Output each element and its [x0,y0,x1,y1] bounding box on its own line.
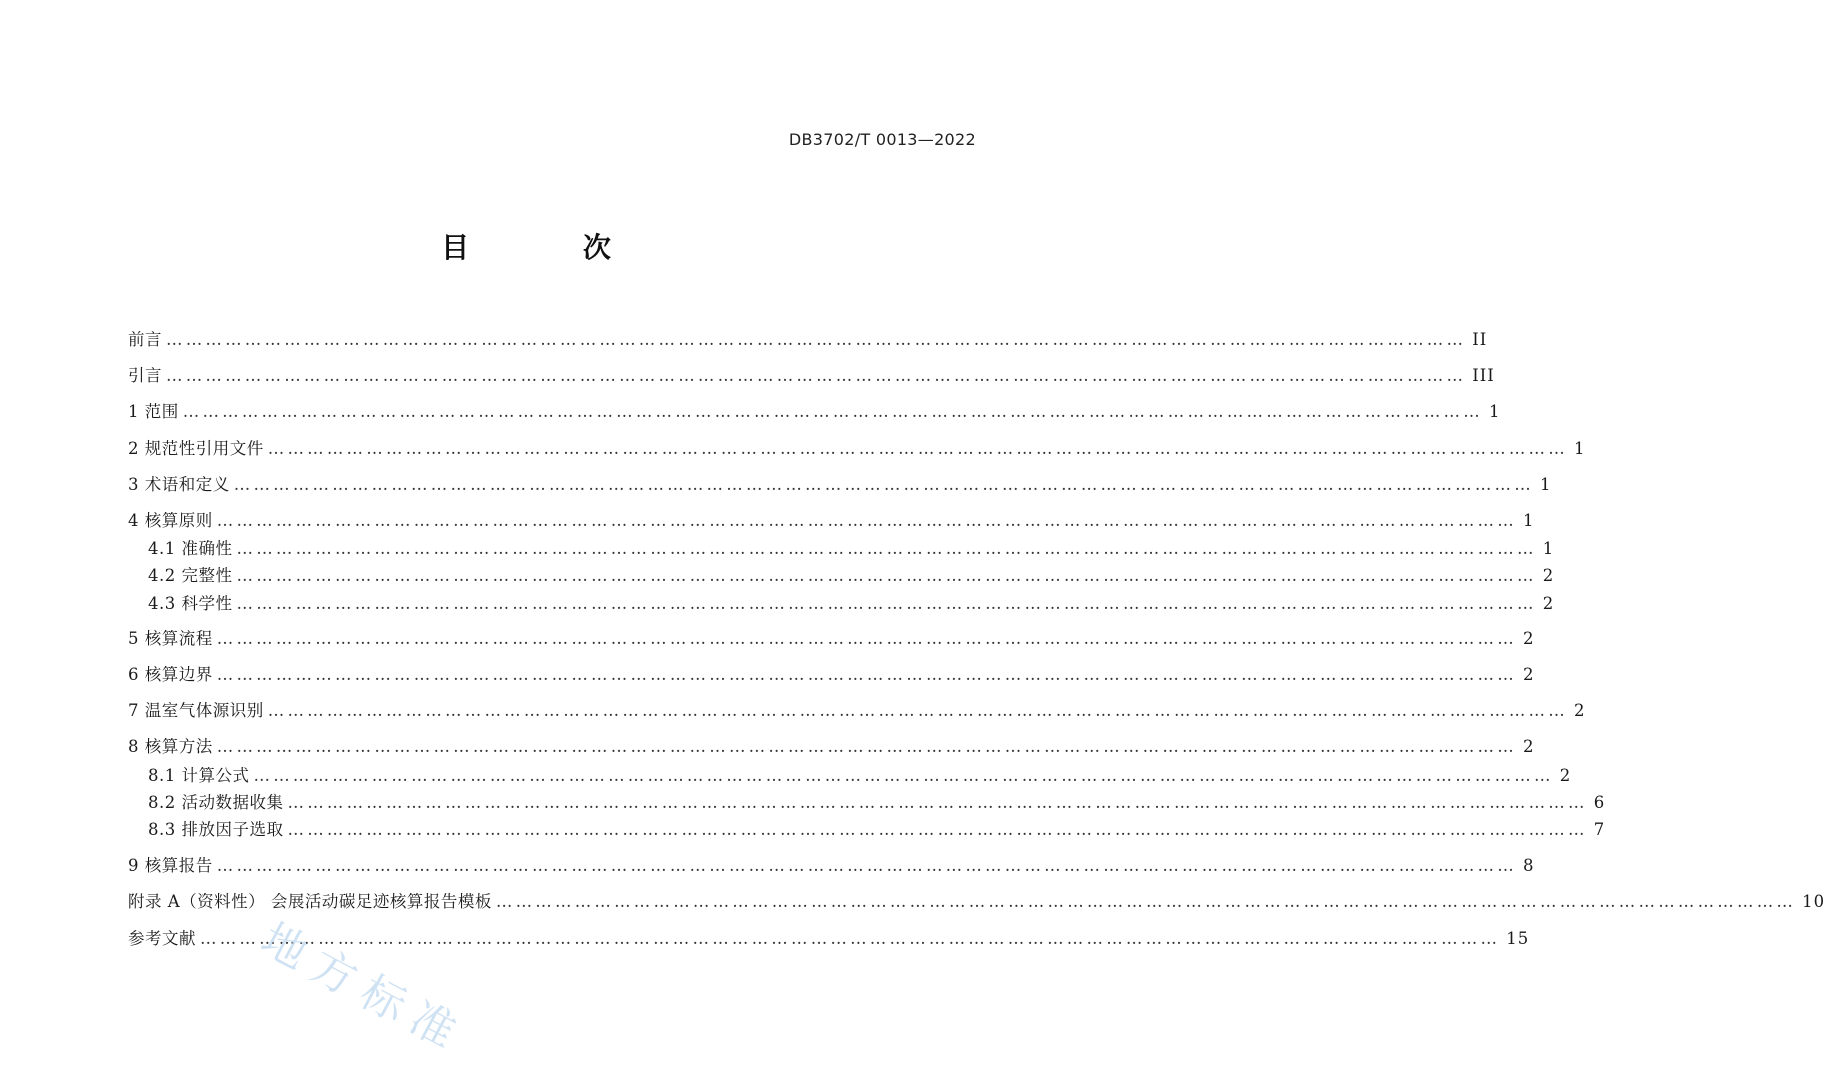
toc-entry-label: 4 核算原则 [128,511,213,530]
toc-leader-dots: ……………………………………………………………………………………………………………………………………………………………………………… [267,701,1568,720]
toc-entry-label: 6 核算边界 [128,665,213,684]
toc-entry-label: 1 范围 [128,402,179,421]
toc-leader-dots: ……………………………………………………………………………………………………………………………………………………………………………… [216,511,1517,530]
toc-leader-dots: ……………………………………………………………………………………………………………………………………………………………………………… [253,766,1554,785]
toc-leader-dots: ……………………………………………………………………………………………………………………………………………………………………………… [216,856,1517,875]
toc-subentry[interactable] [148,792,1606,814]
toc-entry-page: 6 [1593,793,1606,812]
toc-entry-page: 2 [1542,566,1555,585]
toc-entry-label: 4.2 完整性 [148,566,233,585]
toc-entry-page: 2 [1522,629,1535,648]
toc-entry[interactable] [128,438,1586,460]
watermark: 地方标准 [252,913,475,1064]
toc-subentry[interactable] [148,593,1555,615]
document-code: DB3702/T 0013—2022 [788,130,976,149]
toc-subentry[interactable] [148,765,1572,787]
toc-entry[interactable] [128,401,1501,423]
toc-leader-dots: ……………………………………………………………………………………………………………………………………………………………………………… [233,475,1534,494]
toc-entry-page: III [1472,366,1495,385]
toc-entry[interactable] [128,855,1535,877]
toc-entry-label: 5 核算流程 [128,629,213,648]
toc-entry-label: 3 术语和定义 [128,475,230,494]
toc-entry-page: 1 [1522,511,1535,530]
toc-subentry[interactable] [148,565,1555,587]
toc-entry-label: 8.3 排放因子选取 [148,820,284,839]
toc-entry-page: 10 [1802,892,1825,911]
toc-leader-dots: ……………………………………………………………………………………………………………………………………………………………………………… [182,402,1483,421]
toc-entry-page: 1 [1542,539,1555,558]
toc-entry-page: 2 [1559,766,1572,785]
toc-entry[interactable] [128,365,1495,387]
toc-entry-label: 4.3 科学性 [148,594,233,613]
toc-leader-dots: ……………………………………………………………………………………………………………………………………………………………………………… [236,539,1537,558]
page-title: 目 次 [441,231,663,264]
toc-entry[interactable] [128,628,1535,650]
toc-leader-dots: ……………………………………………………………………………………………………………………………………………………………………………… [166,366,1467,385]
toc-entry-label: 前言 [128,330,162,349]
toc-subentry[interactable] [148,819,1606,841]
toc-entry[interactable] [128,510,1535,532]
toc-leader-dots: ……………………………………………………………………………………………………………………………………………………………………………… [200,929,1501,948]
toc-leader-dots: ……………………………………………………………………………………………………………………………………………………………………………… [267,439,1568,458]
toc-entry-page: 2 [1573,701,1586,720]
toc-leader-dots: ……………………………………………………………………………………………………………………………………………………………………………… [216,665,1517,684]
toc-entry-page: 1 [1488,402,1501,421]
toc-entry[interactable] [128,329,1488,351]
toc-entry-label: 9 核算报告 [128,856,213,875]
toc-entry[interactable] [128,474,1552,496]
toc-leader-dots: ……………………………………………………………………………………………………………………………………………………………………………… [495,892,1797,911]
toc-entry-label: 参考文献 [128,929,196,948]
toc-leader-dots: ……………………………………………………………………………………………………………………………………………………………………………… [216,737,1517,756]
toc-entry-label: 附录 A（资料性） 会展活动碳足迹核算报告模板 [128,892,492,911]
toc-entry-label: 7 温室气体源识别 [128,701,264,720]
toc-entry-page: 15 [1506,929,1530,948]
toc-entry[interactable] [128,891,1825,913]
toc-leader-dots: ……………………………………………………………………………………………………………………………………………………………………………… [166,330,1467,349]
toc-entry[interactable] [128,664,1535,686]
toc-entry-label: 4.1 准确性 [148,539,233,558]
toc-entry-label: 引言 [128,366,162,385]
toc-entry[interactable] [128,700,1586,722]
toc-entry-label: 8 核算方法 [128,737,213,756]
toc-entry-label: 2 规范性引用文件 [128,439,264,458]
toc-leader-dots: ……………………………………………………………………………………………………………………………………………………………………………… [216,629,1517,648]
toc-entry-page: 8 [1522,856,1535,875]
toc-entry-page: 7 [1593,820,1606,839]
toc-entry-page: II [1472,330,1488,349]
toc-entry[interactable] [128,928,1530,950]
toc-entry-page: 2 [1522,665,1535,684]
toc-leader-dots: ……………………………………………………………………………………………………………………………………………………………………………… [287,820,1588,839]
toc-entry-label: 8.2 活动数据收集 [148,793,284,812]
toc-entry-page: 2 [1542,594,1555,613]
toc-entry[interactable] [128,736,1535,758]
toc-entry-label: 8.1 计算公式 [148,766,250,785]
toc-entry-page: 1 [1573,439,1586,458]
toc-leader-dots: ……………………………………………………………………………………………………………………………………………………………………………… [287,793,1588,812]
toc-leader-dots: ……………………………………………………………………………………………………………………………………………………………………………… [236,594,1537,613]
toc-entry-page: 2 [1522,737,1535,756]
toc-entry-page: 1 [1539,475,1552,494]
toc-leader-dots: ……………………………………………………………………………………………………………………………………………………………………………… [236,566,1537,585]
toc-subentry[interactable] [148,538,1555,560]
